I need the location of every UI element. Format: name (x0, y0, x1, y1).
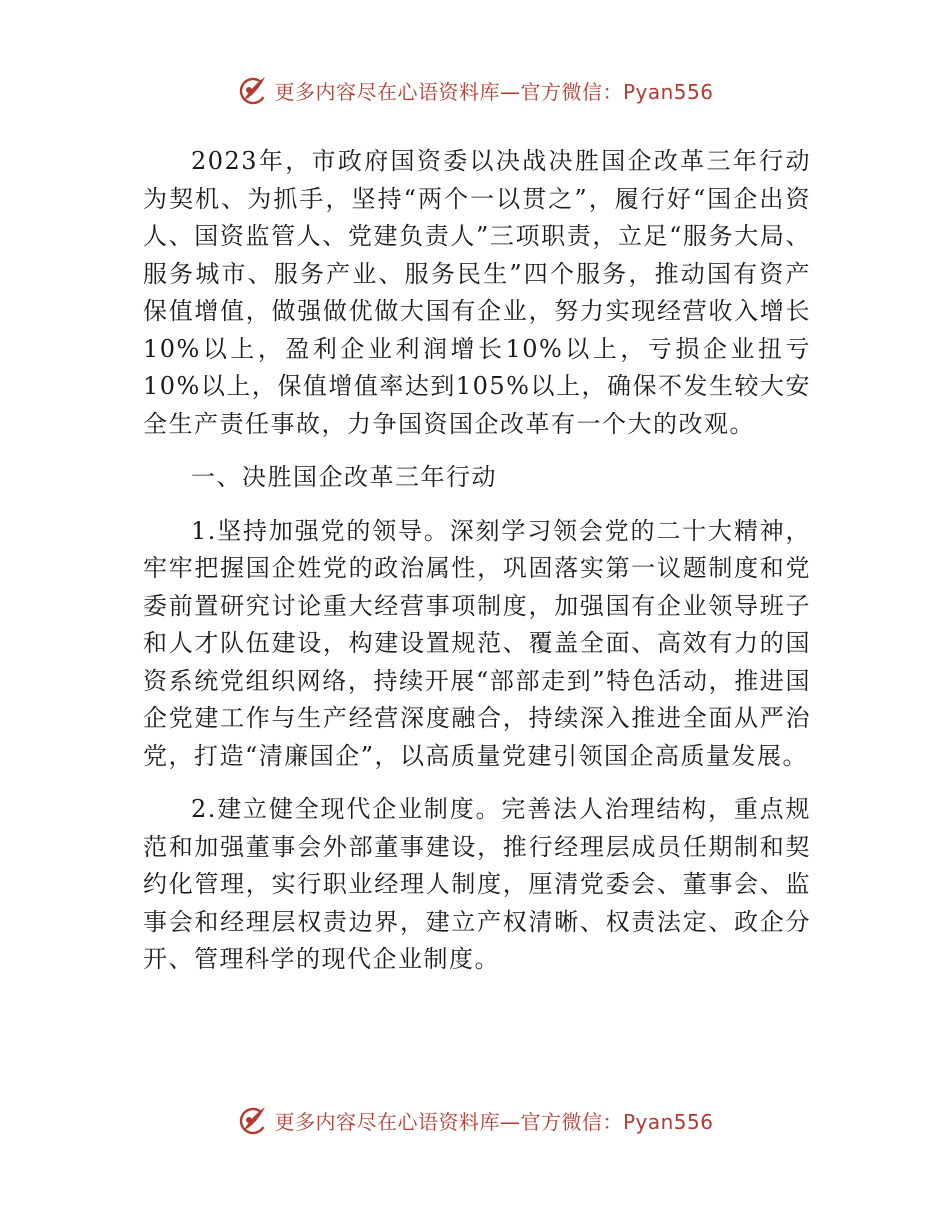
footer-banner (0, 1100, 950, 1140)
section-heading: 一、决胜国企改革三年行动 (191, 463, 497, 491)
quill-logo-icon (236, 73, 270, 107)
document-body (143, 143, 811, 979)
item-2-paragraph: 2.建立健全现代企业制度。完善法人治理结构，重点规范和加强董事会外部董事建设，推行经理层成员任期制和契约化管理，实行职业经理人制度，厘清党委会、董事会、监事会和经理层权责边界，建立产权清晰、权责法定、政企分开、管理科学的现代企业制度。 (143, 795, 811, 973)
banner-text: 更多内容尽在心语资料库—官方微信：Pyan556 (274, 1109, 714, 1134)
item-1-paragraph: 1.坚持加强党的领导。深刻学习领会党的二十大精神，牢牢把握国企姓党的政治属性，巩固落实第一议题制度和党委前置研究讨论重大经营事项制度，加强国有企业领导班子和人才队伍建设，构建设置规范、覆盖全面、高效有力的国资系统党组织网络，持续开展“部部走到”特色活动，推进国企党建工作与生产经营深度融合，持续深入推进全面从严治党，打造“清廉国企”，以高质量党建引领国企高质量发展。 (143, 516, 811, 770)
banner-text: 更多内容尽在心语资料库—官方微信：Pyan556 (274, 79, 714, 104)
quill-logo-icon (236, 1103, 270, 1137)
header-banner (0, 70, 950, 110)
intro-paragraph: 2023年，市政府国资委以决战决胜国企改革三年行动为契机、为抓手，坚持“两个一以贯之”，履行好“国企出资人、国资监管人、党建负责人”三项职责，立足“服务大局、服务城市、服务产业、服务民生”四个服务，推动国有资产保值增值，做强做优做大国有企业，努力实现经营收入增长10%以上，盈利企业利润增长10%以上，亏损企业扭亏10%以上，保值增值率达到105%以上，确保不发生较大安全生产责任事故，力争国资国企改革有一个大的改观。 (143, 147, 811, 438)
